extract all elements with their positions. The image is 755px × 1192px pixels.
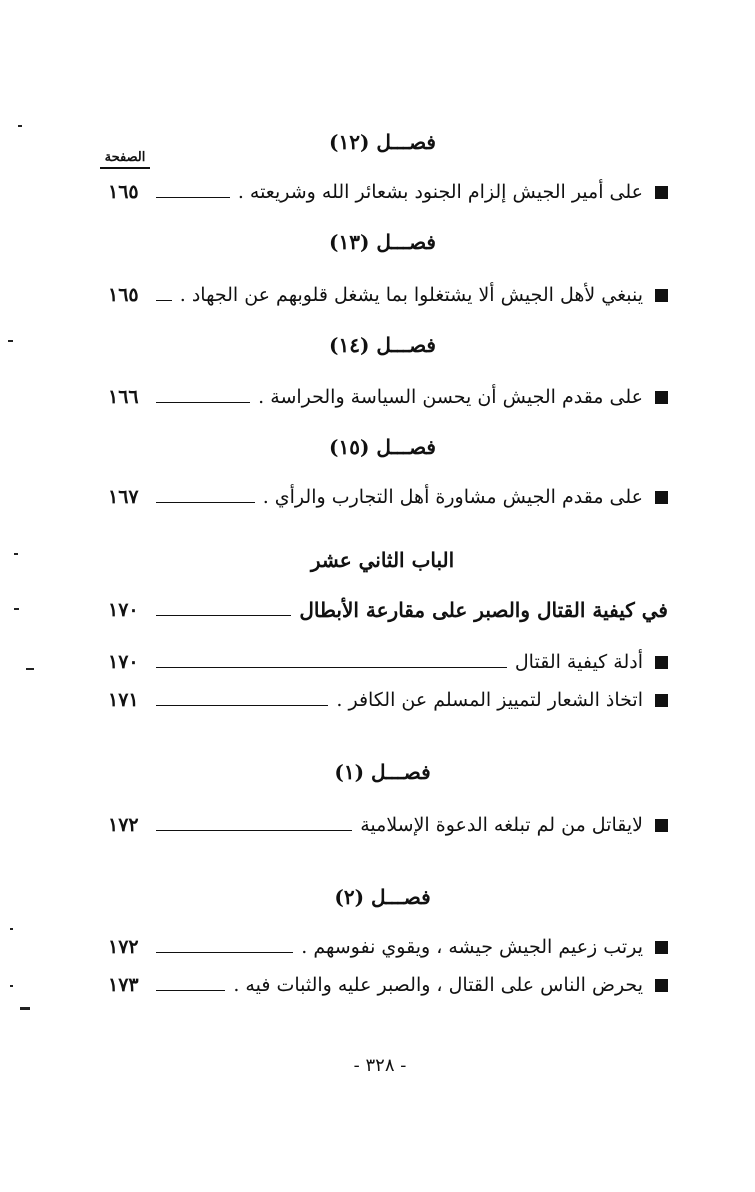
toc-entry-title: على أمير الجيش إلزام الجنود بشعائر الله وشريعته . [237, 181, 643, 203]
dotted-leader [156, 667, 507, 668]
square-bullet-icon [655, 186, 668, 199]
toc-page-number: ١٧٠ [108, 599, 139, 621]
toc-page-number: ١٧٠ [108, 651, 139, 673]
dotted-leader [156, 830, 352, 831]
toc-entry-title: على مقدم الجيش أن يحسن السياسة والحراسة . [258, 386, 643, 408]
scan-speck [14, 608, 19, 610]
dotted-leader [156, 615, 291, 616]
dotted-leader [156, 502, 255, 503]
square-bullet-icon [655, 819, 668, 832]
square-bullet-icon [655, 491, 668, 504]
chapter-subtitle-entry [108, 593, 668, 627]
toc-page-number: ١٧١ [108, 689, 139, 711]
page-column-label: الصفحة [100, 150, 150, 169]
scan-speck [10, 928, 13, 930]
toc-entry [108, 683, 668, 717]
toc-entry [108, 808, 668, 842]
toc-entry-title: ينبغي لأهل الجيش ألا يشتغلوا بما يشغل قلوبهم عن الجهاد . [179, 284, 643, 306]
toc-entry-title: لايقاتل من لم تبلغه الدعوة الإسلامية [360, 814, 643, 836]
square-bullet-icon [655, 391, 668, 404]
toc-entry [108, 930, 668, 964]
chapter-heading-12: فصـــل (١٢) [328, 130, 436, 154]
scan-speck [26, 668, 34, 670]
toc-page-number: ١٧٢ [108, 936, 139, 958]
toc-page-number: ١٧٣ [108, 974, 139, 996]
toc-entry-title: يحرض الناس على القتال ، والصبر عليه والثبات فيه . [233, 974, 643, 996]
dotted-leader [156, 300, 172, 301]
toc-entry-title: أدلة كيفية القتال [514, 651, 643, 673]
chapter-heading-1: فصـــل (١) [334, 760, 431, 784]
page-number-footer: - ٣٢٨ - [353, 1055, 407, 1076]
scan-speck [10, 985, 13, 987]
square-bullet-icon [655, 941, 668, 954]
scan-speck [14, 553, 18, 555]
square-bullet-icon [655, 694, 668, 707]
square-bullet-icon [655, 289, 668, 302]
toc-entry [108, 380, 668, 414]
dotted-leader [156, 402, 250, 403]
square-bullet-icon [655, 979, 668, 992]
toc-page-number: ١٦٥ [108, 181, 139, 203]
chapter-heading-2: فصـــل (٢) [334, 885, 431, 909]
chapter-title: الباب الثاني عشر [310, 548, 455, 572]
chapter-heading-14: فصـــل (١٤) [328, 333, 436, 357]
toc-page-number: ١٦٧ [108, 486, 139, 508]
toc-entry [108, 175, 668, 209]
chapter-heading-15: فصـــل (١٥) [328, 435, 436, 459]
dotted-leader [156, 705, 328, 706]
dotted-leader [156, 197, 230, 198]
toc-page-number: ١٧٢ [108, 814, 139, 836]
toc-entry-title: اتخاذ الشعار لتمييز المسلم عن الكافر . [336, 689, 643, 711]
chapter-subtitle: في كيفية القتال والصبر على مقارعة الأبطال [299, 598, 668, 622]
dotted-leader [156, 990, 225, 991]
toc-page-number: ١٦٥ [108, 284, 139, 306]
dotted-leader [156, 952, 293, 953]
toc-entry [108, 480, 668, 514]
toc-entry [108, 968, 668, 1002]
scan-speck [18, 125, 22, 127]
toc-entry [108, 278, 668, 312]
chapter-heading-13: فصـــل (١٣) [328, 230, 436, 254]
scan-speck [8, 340, 13, 342]
square-bullet-icon [655, 656, 668, 669]
toc-entry-title: على مقدم الجيش مشاورة أهل التجارب والرأي . [262, 486, 643, 508]
scan-speck [20, 1007, 30, 1010]
toc-entry [108, 645, 668, 679]
toc-entry-title: يرتب زعيم الجيش جيشه ، ويقوي نفوسهم . [301, 936, 643, 958]
toc-page-number: ١٦٦ [108, 386, 139, 408]
